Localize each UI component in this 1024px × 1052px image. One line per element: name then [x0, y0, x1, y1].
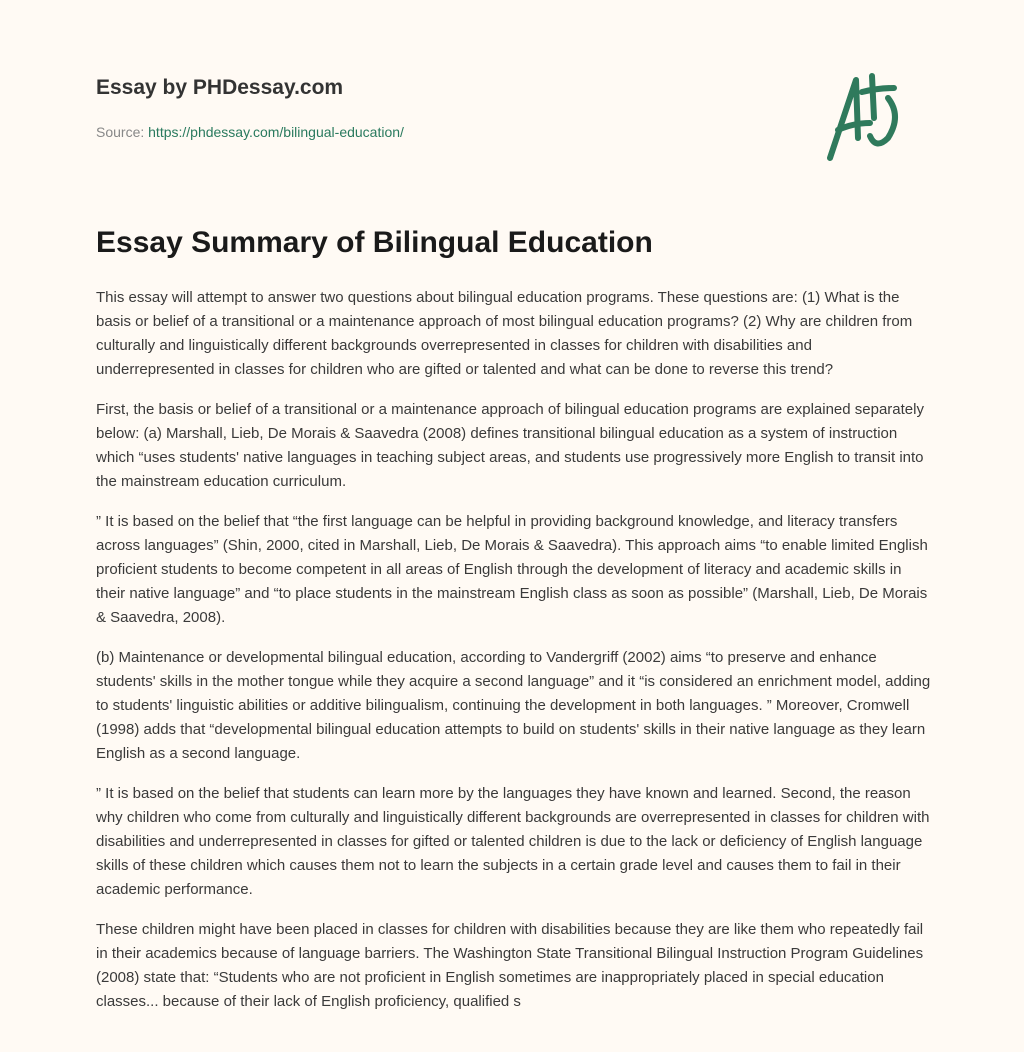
paragraph: ” It is based on the belief that students can learn more by the languages they have known and learned. Second, the reason why children who come from culturally and linguistically different backgrounds are overrepresented in classes for children with disabilities and underrepresented in classes for gifted or talented children is due to the lack or deficiency of English language skills of these children which causes them not to learn the subjects in a certain grade level and causes them to fail in their academic performance. — [96, 785, 930, 898]
paragraph: This essay will attempt to answer two questions about bilingual education programs. These questions are: (1) What is the basis or belief of a transitional or a maintenance approach of most bilingual education programs? (2) Why are children from culturally and linguistically different backgrounds overrepresented in classes for children with disabilities and underrepresented in classes for children who are gifted or talented and what can be done to reverse this trend? — [96, 289, 913, 378]
paragraph: These children might have been placed in classes for children with disabilities because they are like them who repeatedly fail in their academics because of language barriers. The Washington State Transitional Bilingual Instruction Program Guidelines (2008) state that: “Students who are not proficient in English sometimes are inappropriately placed in special education classes... because of their lack of English proficiency, qualified s — [96, 921, 924, 1010]
article-body — [96, 286, 932, 1030]
source-label: Source: — [96, 124, 145, 140]
article-title: Essay Summary of Bilingual Education — [96, 226, 653, 259]
brand-title: Essay by PHDessay.com — [96, 76, 344, 99]
paragraph: First, the basis or belief of a transitional or a maintenance approach of bilingual education programs are explained separately below: (a) Marshall, Lieb, De Morais & Saavedra (2008) defines transitional bilingual education as a system of instruction which “uses students' native languages in teaching subject areas, and students use progressively more English to transit into the mainstream education curriculum. — [96, 401, 924, 490]
paragraph: ” It is based on the belief that “the first language can be helpful in providing background knowledge, and literacy transfers across languages” (Shin, 2000, cited in Marshall, Lieb, De Morais & Saavedra). This approach aims “to enable limited English proficient students to become competent in all areas of English through the development of literacy and academic skills in their native language” and “to place students in the mainstream English class as soon as possible” (Marshall, Lieb, De Morais & Saavedra, 2008). — [96, 513, 928, 626]
paragraph: (b) Maintenance or developmental bilingual education, according to Vandergriff (2002) aims “to preserve and enhance students' skills in the mother tongue while they acquire a second language” and it “is considered an enrichment model, adding to students' linguistic abilities or additive bilingualism, continuing the development in both languages. ” Moreover, Cromwell (1998) adds that “developmental bilingual education attempts to build on students' skills in their native language as they learn English as a second language. — [96, 649, 931, 762]
source-link[interactable]: https://phdessay.com/bilingual-education/ — [148, 124, 404, 140]
source-line — [96, 124, 404, 140]
a-plus-logo-icon — [818, 68, 928, 168]
